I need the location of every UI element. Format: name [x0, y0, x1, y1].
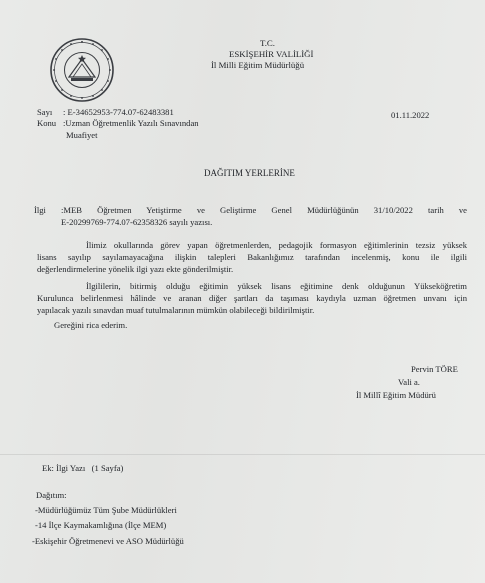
header-tc: T.C. [260, 38, 275, 48]
paragraph-1-line-2: lisans sayılıp sayılamayacağına ilişkin talepleri Bakanlığımız tarafından incelenmiş, konu ile ilgili [37, 252, 467, 262]
signer-title: Vali a. [398, 377, 420, 387]
document-date: 01.11.2022 [391, 110, 430, 120]
ilgi-label: İlgi [34, 205, 46, 215]
ministry-seal-logo [49, 37, 115, 103]
distribution-item: -Eskişehir Öğretmenevi ve ASO Müdürlüğü [32, 536, 184, 546]
paper-fold-line [0, 454, 485, 455]
distribution-label: Dağıtım: [36, 490, 67, 500]
header-directorate: İl Milli Eğitim Müdürlüğü [211, 60, 305, 70]
paragraph-2-line-2: Kurulunca belirlenmesi hâlinde ve aranan diğer şartları da taşıması kaydıyla uzman öğretmen unvanı için [37, 293, 467, 303]
signer-name: Pervin TÖRE [411, 364, 458, 374]
ilgi-line-1: :MEB Öğretmen Yetiştirme ve Geliştirme Genel Müdürlüğünün 31/10/2022 tarih ve [61, 205, 467, 215]
paragraph-1-line-3: değerlendirmelerine yönelik ilgi yazı ekte gönderilmiştir. [37, 264, 234, 274]
ilgi-line-2: E-20299769-774.07-62358326 sayılı yazısı. [61, 217, 213, 227]
paragraph-1-line-1: İlimiz okullarında görev yapan öğretmenlerden, pedagojik formasyon eğitimlerinin tezsiz yüksek [86, 240, 467, 250]
closing-line: Gereğini rica ederim. [54, 320, 128, 330]
distribution-item: -Müdürlüğümüz Tüm Şube Müdürlükleri [35, 505, 177, 515]
konu-value-continued: Muafiyet [66, 130, 98, 140]
header-governorship: ESKİŞEHİR VALİLİĞİ [229, 49, 314, 59]
paragraph-2-line-3: yapılacak yazılı sınavdan muaf tutulmalarının mümkün olabileceği bildirilmiştir. [37, 305, 315, 315]
recipient-heading: DAĞITIM YERLERİNE [204, 168, 295, 178]
sayi-value: : E-34652953-774.07-62483381 [63, 107, 174, 117]
paragraph-2-line-1: İlgililerin, bitirmiş olduğu eğitimin yüksek lisans eğitimine denk olduğunun Yükseköğretim [86, 281, 467, 291]
sayi-label: Sayı [37, 107, 53, 117]
konu-value: :Uzman Öğretmenlik Yazılı Sınavından [63, 118, 199, 128]
attachment-line: Ek: İlgi Yazı (1 Sayfa) [42, 463, 124, 473]
konu-label: Konu [37, 118, 57, 128]
signer-office: İl Millî Eğitim Müdürü [356, 390, 436, 400]
distribution-item: -14 İlçe Kaymakamlığına (İlçe MEM) [35, 520, 167, 530]
